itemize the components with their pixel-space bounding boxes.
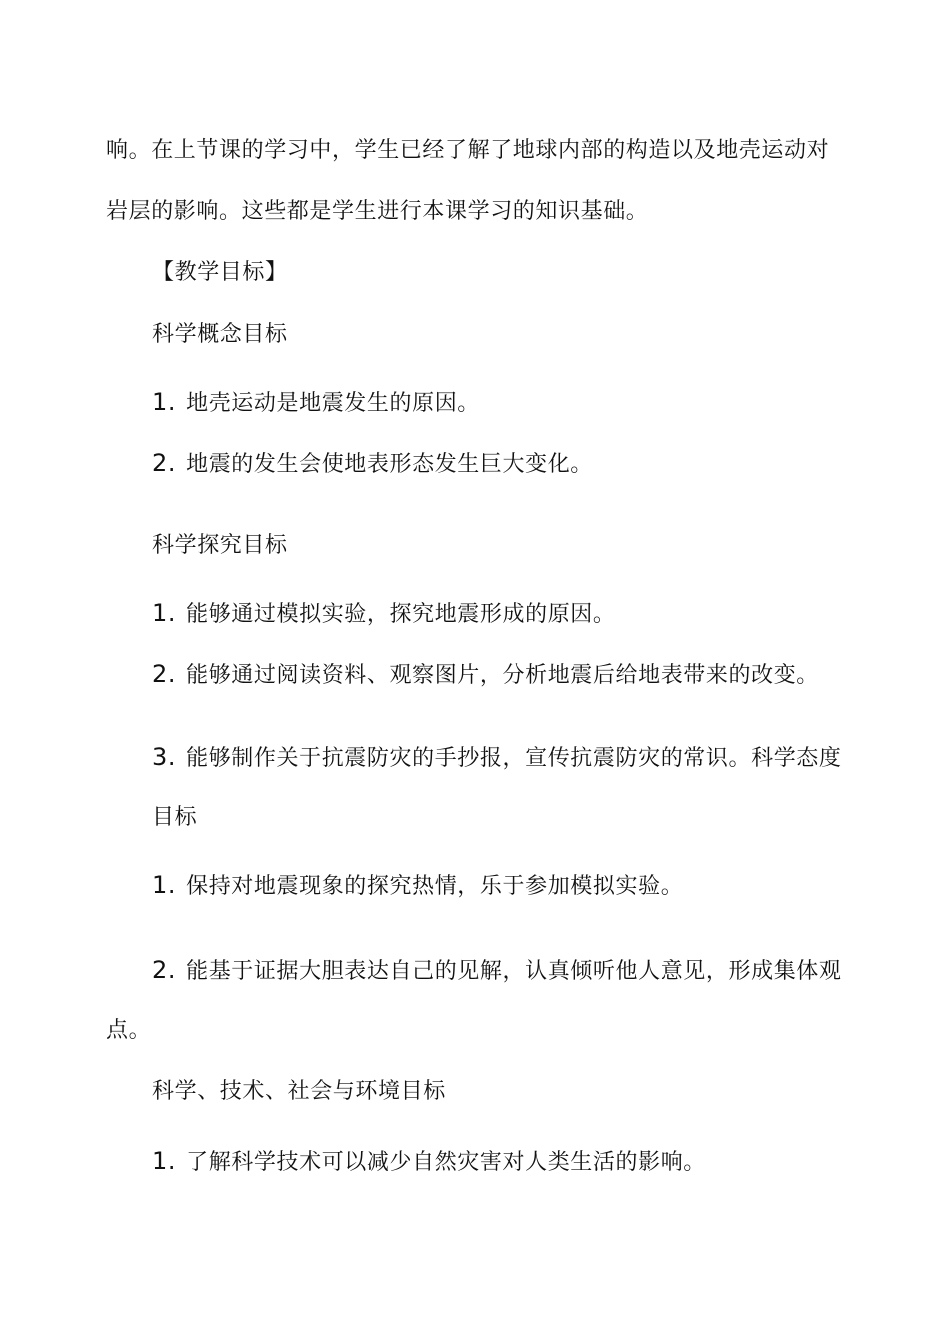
item-text: 能够通过模拟实验，探究地震形成的原因。 bbox=[186, 602, 616, 627]
inquiry-item-3 bbox=[152, 742, 842, 774]
item-number: 1. bbox=[152, 599, 177, 627]
inquiry-heading: 科学探究目标 bbox=[152, 533, 288, 558]
attitude-item-1 bbox=[152, 870, 683, 902]
concept-heading: 科学概念目标 bbox=[152, 322, 288, 347]
attitude-item-2-continuation: 点。 bbox=[106, 1018, 152, 1043]
inquiry-item-3-continuation: 目标 bbox=[152, 805, 198, 830]
sts-item-1 bbox=[152, 1146, 706, 1178]
item-number: 1. bbox=[152, 871, 177, 899]
attitude-item-2 bbox=[152, 955, 842, 987]
intro-line-1: 响。在上节课的学习中，学生已经了解了地球内部的构造以及地壳运动对 bbox=[106, 138, 830, 163]
item-text: 能够制作关于抗震防灾的手抄报，宣传抗震防灾的常识。科学态度 bbox=[186, 746, 842, 771]
item-number: 1. bbox=[152, 1147, 177, 1175]
item-number: 2. bbox=[152, 449, 177, 477]
intro-line-2: 岩层的影响。这些都是学生进行本课学习的知识基础。 bbox=[106, 199, 649, 224]
item-number: 1. bbox=[152, 388, 177, 416]
inquiry-item-1 bbox=[152, 598, 616, 630]
item-number: 2. bbox=[152, 660, 177, 688]
item-text: 保持对地震现象的探究热情，乐于参加模拟实验。 bbox=[186, 874, 684, 899]
item-text: 能够通过阅读资料、观察图片，分析地震后给地表带来的改变。 bbox=[186, 663, 819, 688]
section-heading: 【教学目标】 bbox=[152, 260, 288, 285]
inquiry-item-2 bbox=[152, 659, 819, 691]
concept-item-1 bbox=[152, 387, 480, 419]
item-text: 能基于证据大胆表达自己的见解，认真倾听他人意见，形成集体观 bbox=[186, 959, 842, 984]
item-text: 了解科学技术可以减少自然灾害对人类生活的影响。 bbox=[186, 1150, 706, 1175]
item-number: 2. bbox=[152, 956, 177, 984]
item-number: 3. bbox=[152, 743, 177, 771]
concept-item-2 bbox=[152, 448, 593, 480]
item-text: 地壳运动是地震发生的原因。 bbox=[186, 391, 480, 416]
item-text: 地震的发生会使地表形态发生巨大变化。 bbox=[186, 452, 593, 477]
sts-heading: 科学、技术、社会与环境目标 bbox=[152, 1079, 446, 1104]
